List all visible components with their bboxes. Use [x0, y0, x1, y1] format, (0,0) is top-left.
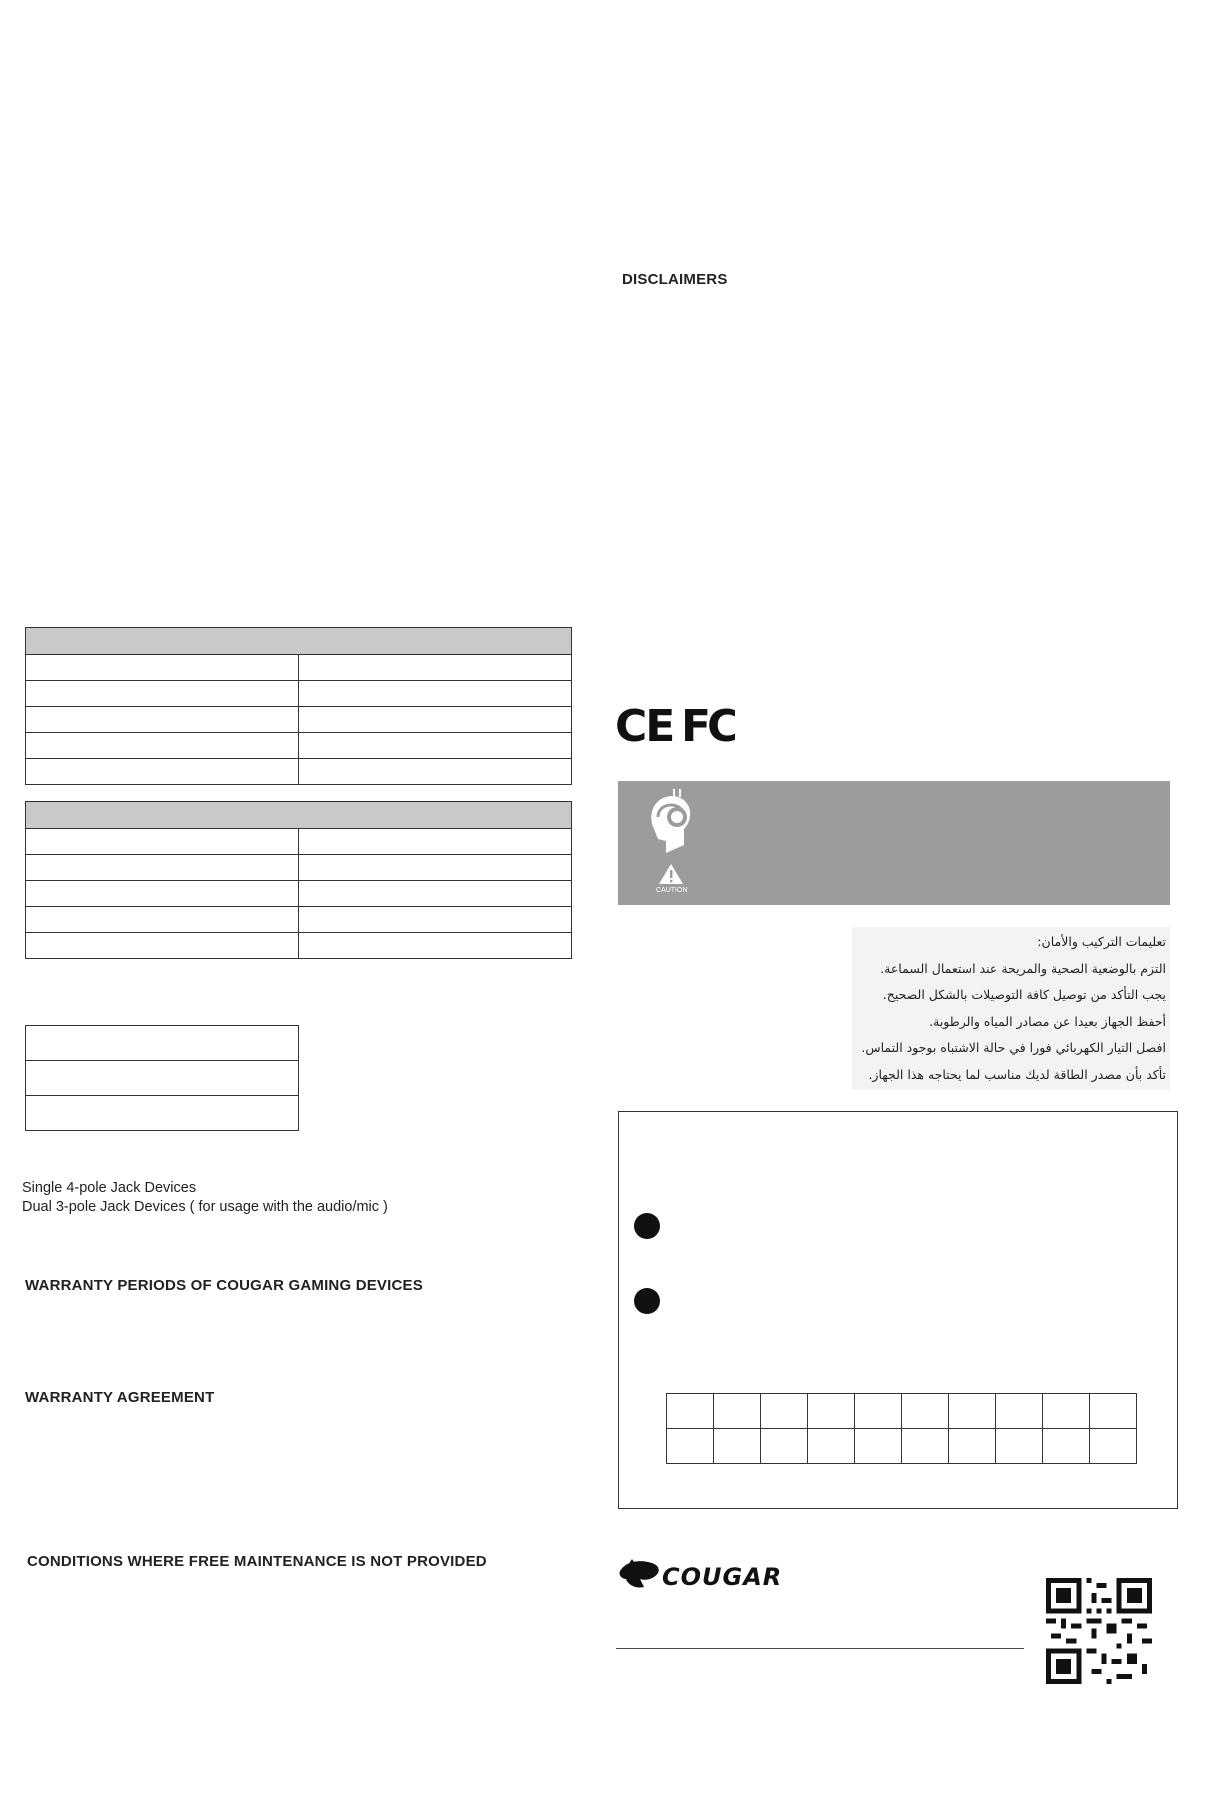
- code-cell: [996, 1394, 1043, 1429]
- table-cell: [26, 829, 299, 855]
- warranty-agreement-heading: WARRANTY AGREEMENT: [25, 1389, 215, 1406]
- table-row: [26, 707, 572, 733]
- table-cell: [26, 681, 299, 707]
- code-cell: [667, 1394, 714, 1429]
- code-cell: [761, 1429, 808, 1464]
- code-cell: [1090, 1394, 1137, 1429]
- arabic-line: تعليمات التركيب والأمان:: [1037, 934, 1166, 949]
- code-cell: [949, 1429, 996, 1464]
- table-cell: [299, 759, 572, 785]
- table-cell: [26, 907, 299, 933]
- table-row: [26, 829, 572, 855]
- headphone-head-icon: [646, 789, 696, 855]
- brand-name: COUGAR: [662, 1563, 783, 1591]
- conditions-heading: CONDITIONS WHERE FREE MAINTENANCE IS NOT PROVIDED: [27, 1553, 487, 1570]
- table-cell: [299, 855, 572, 881]
- code-cell: [1090, 1429, 1137, 1464]
- compatibility-line-2: Dual 3-pole Jack Devices ( for usage with the audio/mic ): [22, 1199, 388, 1215]
- code-cell: [761, 1394, 808, 1429]
- cougar-logo: [618, 1557, 798, 1593]
- arabic-line: التزم بالوضعية الصحية والمريحة عند استعمال السماعة.: [880, 960, 1166, 976]
- small-table: [25, 1025, 299, 1131]
- table-row: [26, 881, 572, 907]
- table-row: [26, 907, 572, 933]
- table-row: [26, 1026, 299, 1061]
- table-cell: [26, 933, 299, 959]
- table-cell: [26, 759, 299, 785]
- table-row: [26, 933, 572, 959]
- code-cell: [1043, 1429, 1090, 1464]
- table-cell: [26, 855, 299, 881]
- table-cell: [299, 829, 572, 855]
- compatibility-line-1: Single 4-pole Jack Devices: [22, 1180, 197, 1196]
- table-cell: [26, 707, 299, 733]
- disclaimers-heading: DISCLAIMERS: [622, 271, 728, 288]
- arabic-line: يجب التأكد من توصيل كافة التوصيلات بالشكل الصحيح.: [882, 987, 1166, 1002]
- code-cell: [714, 1394, 761, 1429]
- compatibility-text: [22, 1179, 388, 1217]
- table-row: [26, 1096, 299, 1131]
- table-row: [26, 759, 572, 785]
- bullet-dot-2: [634, 1288, 660, 1314]
- spec-table-2-header: [26, 802, 572, 829]
- arabic-instructions: [852, 927, 1170, 1090]
- ce-mark-text: CE: [615, 701, 674, 748]
- code-cell: [1043, 1394, 1090, 1429]
- table-row: [667, 1394, 1137, 1429]
- code-cell: [855, 1429, 902, 1464]
- spec-table-1-header: [26, 628, 572, 655]
- table-cell: [26, 881, 299, 907]
- arabic-line: تأكد بأن مصدر الطاقة لديك مناسب لما يحتاجه هذا الجهاز.: [868, 1066, 1166, 1082]
- warranty-periods-heading: WARRANTY PERIODS OF COUGAR GAMING DEVICES: [25, 1277, 423, 1294]
- code-cell: [902, 1429, 949, 1464]
- warranty-card: [618, 1111, 1178, 1509]
- table-cell: [299, 681, 572, 707]
- table-row: [26, 733, 572, 759]
- qr-code-icon: [1046, 1578, 1152, 1684]
- code-cell: [667, 1429, 714, 1464]
- spec-table-2: [25, 801, 572, 959]
- table-row: [26, 855, 572, 881]
- code-cell: [808, 1429, 855, 1464]
- serial-code-grid: [666, 1393, 1137, 1464]
- arabic-line: أحفظ الجهاز بعيدا عن مصادر المياه والرطوبة.: [929, 1013, 1166, 1029]
- fcc-mark-text: FC: [681, 701, 735, 748]
- ce-mark-icon: [615, 700, 735, 748]
- table-cell: [299, 881, 572, 907]
- table-row: [26, 681, 572, 707]
- table-cell: [26, 1096, 299, 1131]
- table-row: [26, 1061, 299, 1096]
- code-cell: [714, 1429, 761, 1464]
- code-cell: [949, 1394, 996, 1429]
- code-cell: [855, 1394, 902, 1429]
- footer-line: [616, 1648, 1024, 1649]
- certification-marks: [615, 700, 735, 748]
- caution-band: [618, 781, 1170, 905]
- table-cell: [299, 907, 572, 933]
- spec-table-1: [25, 627, 572, 785]
- table-row: [26, 655, 572, 681]
- table-cell: [26, 655, 299, 681]
- table-cell: [299, 933, 572, 959]
- table-row: [667, 1429, 1137, 1464]
- qr-code[interactable]: [1046, 1578, 1152, 1684]
- code-cell: [808, 1394, 855, 1429]
- warning-triangle-icon: [658, 863, 684, 885]
- table-cell: [26, 1061, 299, 1096]
- caution-label: CAUTION: [656, 887, 688, 894]
- table-cell: [26, 733, 299, 759]
- table-cell: [26, 1026, 299, 1061]
- table-cell: [299, 707, 572, 733]
- code-cell: [902, 1394, 949, 1429]
- bullet-dot-1: [634, 1213, 660, 1239]
- table-cell: [299, 655, 572, 681]
- code-cell: [996, 1429, 1043, 1464]
- table-cell: [299, 733, 572, 759]
- cougar-logo-icon: [618, 1557, 798, 1593]
- arabic-line: افصل التيار الكهربائي فورا في حالة الاشتباه بوجود التماس.: [861, 1040, 1166, 1055]
